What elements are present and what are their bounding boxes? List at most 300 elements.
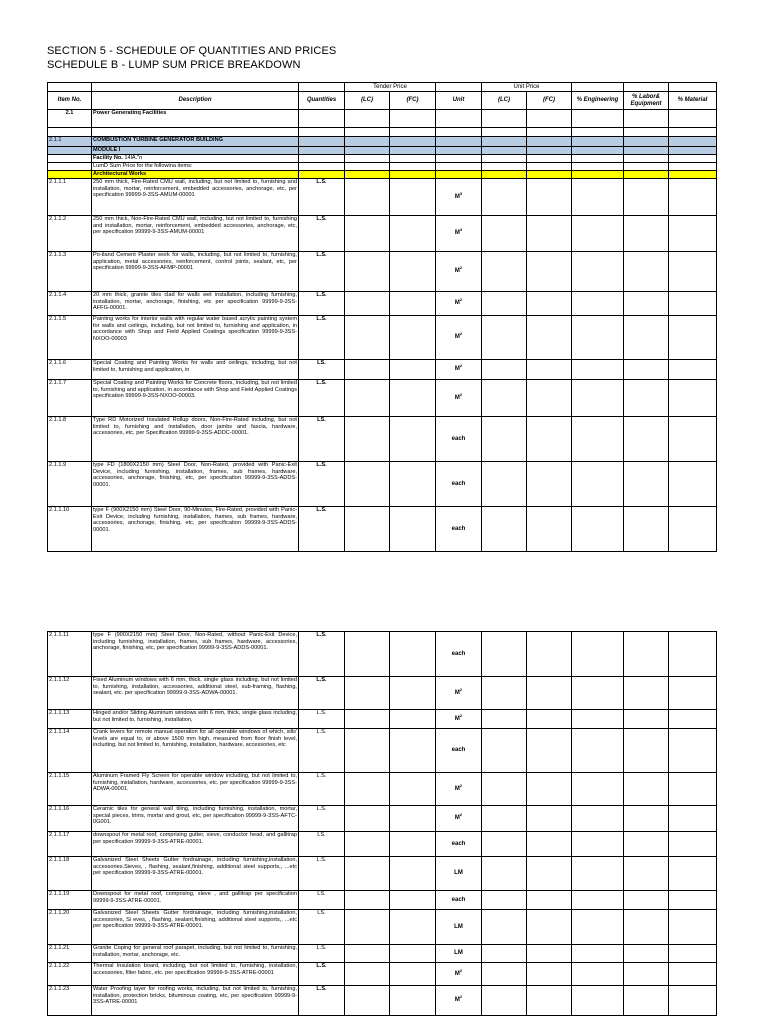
spacer-row <box>48 128 717 137</box>
building-title: COMBUSTION TURBINE GENERATOR BUILDING <box>92 137 299 147</box>
unit-label: each <box>451 896 466 903</box>
unit-label: LM <box>454 870 463 877</box>
tender-fc-cell <box>390 632 436 677</box>
tender-lc-cell <box>345 910 390 945</box>
material-cell <box>669 632 717 677</box>
unit-fc-cell <box>527 891 572 910</box>
building-no: 2.1.1 <box>48 137 92 147</box>
unit-exponent: 2 <box>459 967 463 973</box>
unit-lc-cell <box>482 910 527 945</box>
unit-cell <box>436 507 482 552</box>
description-cell: Crank levers for remote manual operation for all operable windows of which, sills' levels are equal to, or above 1500 mm high, measured from floor finish level, including, but not limited to, furnishing, installation, hardware, accessories, etc <box>92 729 299 773</box>
tender-lc-cell <box>345 832 390 857</box>
description-cell: downspout for metal roof, comprising gutter, sieve, conductor head, and gallitrap per specification 99999-9-3SS-ATRE-00001. <box>92 832 299 857</box>
labor-cell <box>624 380 669 417</box>
quantity-cell: L.S. <box>299 729 345 773</box>
unit-fc-cell <box>527 806 572 832</box>
unit-fc-cell <box>527 417 572 462</box>
unit-exponent: 2 <box>459 782 463 788</box>
unit-label: LM <box>454 923 463 930</box>
facility-row <box>48 155 717 163</box>
material-cell <box>669 380 717 417</box>
material-cell <box>669 806 717 832</box>
labor-cell <box>624 773 669 806</box>
item-no-cell: 2.1.1.17 <box>48 832 92 857</box>
col-description: Description <box>92 92 299 110</box>
labor-cell <box>624 806 669 832</box>
unit-cell <box>436 710 482 729</box>
tender-lc-cell <box>345 292 390 316</box>
quantity-cell: L.S. <box>299 216 345 252</box>
unit-label: M <box>454 785 460 792</box>
description-cell: Po-tland Cement Plaster work for walls, including, but not limited to, furnishing, application, metal accessories, reinforcement, control joints, sealant, etc, per specification 99999-9-3SS-AFMP-00001 <box>92 252 299 292</box>
labor-cell <box>624 216 669 252</box>
module-label: MODULE I <box>92 147 299 155</box>
item-no-cell: 2.1.1.3 <box>48 252 92 292</box>
unit-fc-cell <box>527 677 572 710</box>
unit-fc-cell <box>527 773 572 806</box>
material-cell <box>669 316 717 360</box>
facility-cell <box>92 155 299 163</box>
material-cell <box>669 179 717 216</box>
col-quantities: Quantities <box>299 92 345 110</box>
schedule-title: SCHEDULE B - LUMP SUM PRICE BREAKDOWN <box>47 59 301 71</box>
material-cell <box>669 360 717 380</box>
col-tender-lc: (LC) <box>345 92 390 110</box>
table-row <box>48 910 717 945</box>
description-cell: type FD (1800X2150 mm) Steel Door, Non-Rated, provided with Panic-Exit Device, including furnishing, installation, frames, sub frames, hardware, accessories, anchorage, finishing, etc, per specification 99999-9-3SS-ADDS-00001. <box>92 462 299 507</box>
unit-fc-cell <box>527 857 572 891</box>
section-title-cell: Power Generatinq Facilities <box>92 110 299 128</box>
engineering-cell <box>572 710 624 729</box>
unit-cell <box>436 252 482 292</box>
unit-lc-cell <box>482 252 527 292</box>
description-cell: Galvanized Steel Sheets Gutter fordrainage, including furnishing,installation, accessories.Sieves, , flashing, sealant,finishing, additional steel supports,, ...etc per specification 99999-9-3SS-ATRE-00001. <box>92 857 299 891</box>
description-cell: 250 mm thick, Non-Fire-Rated CMU wall, including, but not limited to, furnishing and installation, mortar, reinforcement, embedded accessories, anchorage, etc, per specification 99999-9-3SS-AMUM-00001 <box>92 216 299 252</box>
category-label: Architectural Works <box>92 171 299 179</box>
item-no-cell: 2.1.1.14 <box>48 729 92 773</box>
facility-label: Facility No. <box>93 155 123 161</box>
engineering-cell <box>572 677 624 710</box>
table-row <box>48 677 717 710</box>
tender-fc-cell <box>390 963 436 986</box>
unit-lc-cell <box>482 710 527 729</box>
table-row <box>48 507 717 552</box>
tender-fc-cell <box>390 292 436 316</box>
quantity-cell: L.S. <box>299 677 345 710</box>
tender-fc-cell <box>390 891 436 910</box>
header-row <box>48 92 717 110</box>
tender-fc-cell <box>390 910 436 945</box>
unit-exponent: 2 <box>459 812 463 818</box>
engineering-cell <box>572 857 624 891</box>
col-tender-fc: (FC) <box>390 92 436 110</box>
unit-cell <box>436 963 482 986</box>
table-row <box>48 806 717 832</box>
quantity-cell: L.S. <box>299 632 345 677</box>
header-group-row <box>48 83 717 92</box>
labor-cell <box>624 316 669 360</box>
unit-cell <box>436 945 482 963</box>
unit-lc-cell <box>482 179 527 216</box>
unit-cell <box>436 910 482 945</box>
material-cell <box>669 963 717 986</box>
tender-lc-cell <box>345 945 390 963</box>
material-cell <box>669 252 717 292</box>
table-row <box>48 380 717 417</box>
material-cell <box>669 216 717 252</box>
section-row <box>48 110 717 128</box>
tender-fc-cell <box>390 677 436 710</box>
material-cell <box>669 910 717 945</box>
tender-lc-cell <box>345 806 390 832</box>
unit-label: M <box>454 394 460 401</box>
unit-exponent: 3 <box>459 227 463 233</box>
description-cell: Downspout for metal roof, comprising, sieve , and gallitrap per specification 99999-9-3SS-ATRE-00001. <box>92 891 299 910</box>
item-no-cell: 2.1.1.1 <box>48 179 92 216</box>
table-row <box>48 360 717 380</box>
item-no-cell: 2.1.1.16 <box>48 806 92 832</box>
labor-cell <box>624 677 669 710</box>
tender-lc-cell <box>345 773 390 806</box>
description-cell: Special Coating and Painting Works for walls and ceilings, including, but not limited to, furnishing and application, in <box>92 360 299 380</box>
labor-cell <box>624 360 669 380</box>
description-cell: Painting works for interior walls with regular water based acrylic painting system for walls and ceilings, including, but not limited to, furnishing and application, in accordance with Shop and Field Applied Coatings specification 99999-9-3SS-NXOO-00003 <box>92 316 299 360</box>
description-cell: Type RD Motorized Insulated Rollup doors, Non-Fire-Rated including, but not limited to, furnishing and installation, door jambs and fascia, hardware, accessories, etc, per Specification 99999-9-3SS-ADDC-00001. <box>92 417 299 462</box>
unit-fc-cell <box>527 632 572 677</box>
table-row <box>48 986 717 1016</box>
engineering-cell <box>572 360 624 380</box>
description-cell: Granite Coping for general roof parapet, including, but not limited to, furnishing, installation, mortar, anchorage, etc. <box>92 945 299 963</box>
tender-fc-cell <box>390 729 436 773</box>
description-cell: Special Coating and Painting Works for Concrete floors, including, but not limited to, furnishing and application, in accordance with Shop and Field Applied Coatings specification 99999-9-3SS-NXOO-00003. <box>92 380 299 417</box>
tender-fc-cell <box>390 986 436 1016</box>
table-row <box>48 729 717 773</box>
unit-lc-cell <box>482 216 527 252</box>
engineering-cell <box>572 632 624 677</box>
labor-cell <box>624 417 669 462</box>
engineering-cell <box>572 963 624 986</box>
engineering-cell <box>572 380 624 417</box>
quantity-cell: L.S. <box>299 179 345 216</box>
unit-label: each <box>451 435 466 442</box>
lump-sum-row <box>48 163 717 171</box>
quantity-cell: L.S. <box>299 710 345 729</box>
quantity-cell: L.S. <box>299 806 345 832</box>
tender-fc-cell <box>390 252 436 292</box>
table-row <box>48 179 717 216</box>
unit-label: M <box>454 268 460 275</box>
unit-lc-cell <box>482 891 527 910</box>
engineering-cell <box>572 891 624 910</box>
material-cell <box>669 729 717 773</box>
unit-fc-cell <box>527 316 572 360</box>
unit-fc-cell <box>527 252 572 292</box>
unit-label: each <box>451 525 466 532</box>
tender-fc-cell <box>390 216 436 252</box>
description-cell: type F (900X2150 mm) Steel Door, 90-Minutes, Fire-Rated, provided with Panic-Exit Device, including furnishing, installation, frames, sub frames, hardware, accessories, anchorage, finishing, etc, per specification 99999-9-3SS-ADDS-00001. <box>92 507 299 552</box>
unit-fc-cell <box>527 360 572 380</box>
engineering-cell <box>572 729 624 773</box>
engineering-cell <box>572 806 624 832</box>
description-cell: Ceramic tiles for general wall tiling, including furnishing, installation, mortar, special pieces, trims, mortar and grout, etc, per specification 99999-9-3SS-AFTC-0G001. <box>92 806 299 832</box>
table-row <box>48 773 717 806</box>
tender-lc-cell <box>345 891 390 910</box>
item-no-cell: 2.1.1.21 <box>48 945 92 963</box>
description-cell: type F (900X2150 mm) Steel Door, Non-Rated, without Panic-Exit Device, including furnishing, installation, frames, sub frames, hardware, accessories, anchorage, finishing, etc, per specification 99999-9-3SS-ADDS-00001. <box>92 632 299 677</box>
labor-cell <box>624 945 669 963</box>
unit-lc-cell <box>482 986 527 1016</box>
unit-cell <box>436 891 482 910</box>
unit-label: M <box>454 970 460 977</box>
tender-fc-cell <box>390 806 436 832</box>
col-labor: % Labor& Equipment <box>624 92 669 110</box>
quantity-cell: LS. <box>299 360 345 380</box>
engineering-cell <box>572 216 624 252</box>
unit-exponent: 2 <box>459 331 463 337</box>
labor-cell <box>624 632 669 677</box>
table-row <box>48 316 717 360</box>
unit-label: each <box>451 480 466 487</box>
unit-fc-cell <box>527 292 572 316</box>
unit-exponent: 2 <box>459 265 463 271</box>
labor-cell <box>624 179 669 216</box>
unit-fc-cell <box>527 380 572 417</box>
item-no-cell: 2.1.1.5 <box>48 316 92 360</box>
unit-exponent: 2 <box>459 363 463 369</box>
item-no-cell: 2.1.1.15 <box>48 773 92 806</box>
tender-lc-cell <box>345 507 390 552</box>
tender-lc-cell <box>345 677 390 710</box>
labor-cell <box>624 462 669 507</box>
col-unit: Unit <box>436 92 482 110</box>
col-unit-lc: (LC) <box>482 92 527 110</box>
unit-label: M <box>454 689 460 696</box>
unit-exponent: 2 <box>459 391 463 397</box>
material-cell <box>669 832 717 857</box>
engineering-cell <box>572 910 624 945</box>
engineering-cell <box>572 832 624 857</box>
tender-fc-cell <box>390 360 436 380</box>
unit-lc-cell <box>482 857 527 891</box>
quantity-cell: L.S. <box>299 462 345 507</box>
module-row <box>48 147 717 155</box>
quantity-cell: L.S. <box>299 945 345 963</box>
unit-fc-cell <box>527 986 572 1016</box>
tender-fc-cell <box>390 179 436 216</box>
material-cell <box>669 986 717 1016</box>
quantity-cell: L.S. <box>299 380 345 417</box>
unit-cell <box>436 380 482 417</box>
unit-label: M <box>454 997 460 1004</box>
description-cell: Hinged and/or Sliding Aluminum windows with 6 mm, thick, single glass including, but not limited to, furnishing, installation, <box>92 710 299 729</box>
labor-cell <box>624 729 669 773</box>
material-cell <box>669 417 717 462</box>
tender-fc-cell <box>390 857 436 891</box>
tender-lc-cell <box>345 986 390 1016</box>
material-cell <box>669 507 717 552</box>
unit-exponent: 2 <box>459 994 463 1000</box>
unit-cell <box>436 417 482 462</box>
item-no-cell: 2.1.1.22 <box>48 963 92 986</box>
quantity-cell: L.S. <box>299 316 345 360</box>
category-row <box>48 171 717 179</box>
unit-cell <box>436 677 482 710</box>
quantity-cell: LS. <box>299 417 345 462</box>
item-no-cell: 2.1.1.4 <box>48 292 92 316</box>
col-item-no: Item No. <box>48 92 92 110</box>
unit-cell <box>436 773 482 806</box>
unit-fc-cell <box>527 963 572 986</box>
item-no-cell: 2.1.1.18 <box>48 857 92 891</box>
item-no-cell: 2.1.1.6 <box>48 360 92 380</box>
unit-lc-cell <box>482 677 527 710</box>
item-no-cell: 2.1.1.12 <box>48 677 92 710</box>
unit-exponent: 2 <box>459 686 463 692</box>
unit-label: M <box>454 715 460 722</box>
table-row <box>48 292 717 316</box>
tender-fc-cell <box>390 507 436 552</box>
tender-fc-cell <box>390 380 436 417</box>
tender-lc-cell <box>345 316 390 360</box>
description-cell: Aluminum Framed Fly Screen for operable window including, but not limited to, furnishing, installation, hardware, accessories, etc. per specification 99999-9-3SS-ADWA-00001. <box>92 773 299 806</box>
unit-lc-cell <box>482 945 527 963</box>
item-no-cell: 2.1.1.13 <box>48 710 92 729</box>
unit-cell <box>436 986 482 1016</box>
price-breakdown-table <box>47 82 717 552</box>
tender-lc-cell <box>345 729 390 773</box>
col-unit-fc: (FC) <box>527 92 572 110</box>
quantity-cell: L.S. <box>299 252 345 292</box>
labor-cell <box>624 910 669 945</box>
tender-lc-cell <box>345 216 390 252</box>
quantity-cell: LS. <box>299 832 345 857</box>
item-no-cell: 2.1.1.19 <box>48 891 92 910</box>
unit-lc-cell <box>482 507 527 552</box>
unit-cell <box>436 179 482 216</box>
unit-lc-cell <box>482 806 527 832</box>
tender-lc-cell <box>345 417 390 462</box>
tender-price-header: Tender Price <box>345 83 436 92</box>
unit-fc-cell <box>527 179 572 216</box>
table-row <box>48 632 717 677</box>
table-row <box>48 963 717 986</box>
unit-cell <box>436 857 482 891</box>
labor-cell <box>624 710 669 729</box>
engineering-cell <box>572 945 624 963</box>
unit-cell <box>436 729 482 773</box>
item-no-cell: 2.1.1.20 <box>48 910 92 945</box>
labor-cell <box>624 891 669 910</box>
item-no-cell: 2.1.1.2 <box>48 216 92 252</box>
table-row <box>48 462 717 507</box>
engineering-cell <box>572 179 624 216</box>
tender-fc-cell <box>390 945 436 963</box>
description-cell: Thermal Insulation board, including, but not limited to, furnishing, installation, accessories, filter fabric, etc. per specification 99999-9-3SS-ATRE-00001 <box>92 963 299 986</box>
unit-cell <box>436 462 482 507</box>
unit-cell <box>436 316 482 360</box>
quantity-cell: L.S. <box>299 292 345 316</box>
table-row <box>48 891 717 910</box>
unit-exponent: 2 <box>459 712 463 718</box>
item-no-cell: 2.1.1.9 <box>48 462 92 507</box>
lump-sum-note: LumD Sum Price for the followina items: <box>92 163 299 171</box>
description-cell: 20 mm thick, granite tiles clad for walls wet installation, including furnishing, installation, mortar, anchorage, finishing, etc per specification 99999-9-3SS-AFFG-00001. <box>92 292 299 316</box>
engineering-cell <box>572 773 624 806</box>
unit-label: each <box>451 840 466 847</box>
unit-fc-cell <box>527 945 572 963</box>
unit-label: M <box>454 366 460 373</box>
table-row <box>48 417 717 462</box>
unit-label: each <box>451 747 466 754</box>
description-cell: Water Proofing layer for roofing works, including, but not limited to, furnishing, installation, protection bricks, bituminous coating, etc, per specification 99999-9-3SS-ATRE-00001 <box>92 986 299 1016</box>
table-row <box>48 857 717 891</box>
tender-fc-cell <box>390 462 436 507</box>
quantity-cell: L.S. <box>299 507 345 552</box>
unit-lc-cell <box>482 462 527 507</box>
quantity-cell: L.S. <box>299 773 345 806</box>
unit-cell <box>436 292 482 316</box>
engineering-cell <box>572 986 624 1016</box>
unit-lc-cell <box>482 360 527 380</box>
tender-lc-cell <box>345 963 390 986</box>
quantity-cell: L.S. <box>299 963 345 986</box>
unit-cell <box>436 216 482 252</box>
table-row <box>48 252 717 292</box>
labor-cell <box>624 963 669 986</box>
material-cell <box>669 462 717 507</box>
tender-lc-cell <box>345 857 390 891</box>
tender-fc-cell <box>390 773 436 806</box>
engineering-cell <box>572 292 624 316</box>
tender-fc-cell <box>390 710 436 729</box>
unit-lc-cell <box>482 632 527 677</box>
engineering-cell <box>572 417 624 462</box>
labor-cell <box>624 292 669 316</box>
unit-lc-cell <box>482 417 527 462</box>
labor-cell <box>624 252 669 292</box>
material-cell <box>669 677 717 710</box>
tender-lc-cell <box>345 462 390 507</box>
engineering-cell <box>572 462 624 507</box>
quantity-cell: L.S. <box>299 857 345 891</box>
material-cell <box>669 292 717 316</box>
item-no-cell: 2.1.1.11 <box>48 632 92 677</box>
quantity-cell: LS. <box>299 891 345 910</box>
unit-cell <box>436 832 482 857</box>
unit-label: M <box>454 815 460 822</box>
engineering-cell <box>572 252 624 292</box>
facility-value: 14lA."n <box>124 155 143 161</box>
section-no: 2.1 <box>48 110 92 128</box>
unit-fc-cell <box>527 216 572 252</box>
labor-cell <box>624 507 669 552</box>
unit-price-header: Unit Price <box>482 83 572 92</box>
unit-lc-cell <box>482 773 527 806</box>
table-row <box>48 832 717 857</box>
unit-label: M <box>454 334 460 341</box>
unit-fc-cell <box>527 729 572 773</box>
unit-fc-cell <box>527 710 572 729</box>
unit-lc-cell <box>482 963 527 986</box>
engineering-cell <box>572 316 624 360</box>
labor-cell <box>624 986 669 1016</box>
unit-label: M <box>454 300 460 307</box>
tender-fc-cell <box>390 832 436 857</box>
unit-label: M <box>454 230 460 237</box>
unit-label: LM <box>454 950 463 957</box>
engineering-cell <box>572 507 624 552</box>
